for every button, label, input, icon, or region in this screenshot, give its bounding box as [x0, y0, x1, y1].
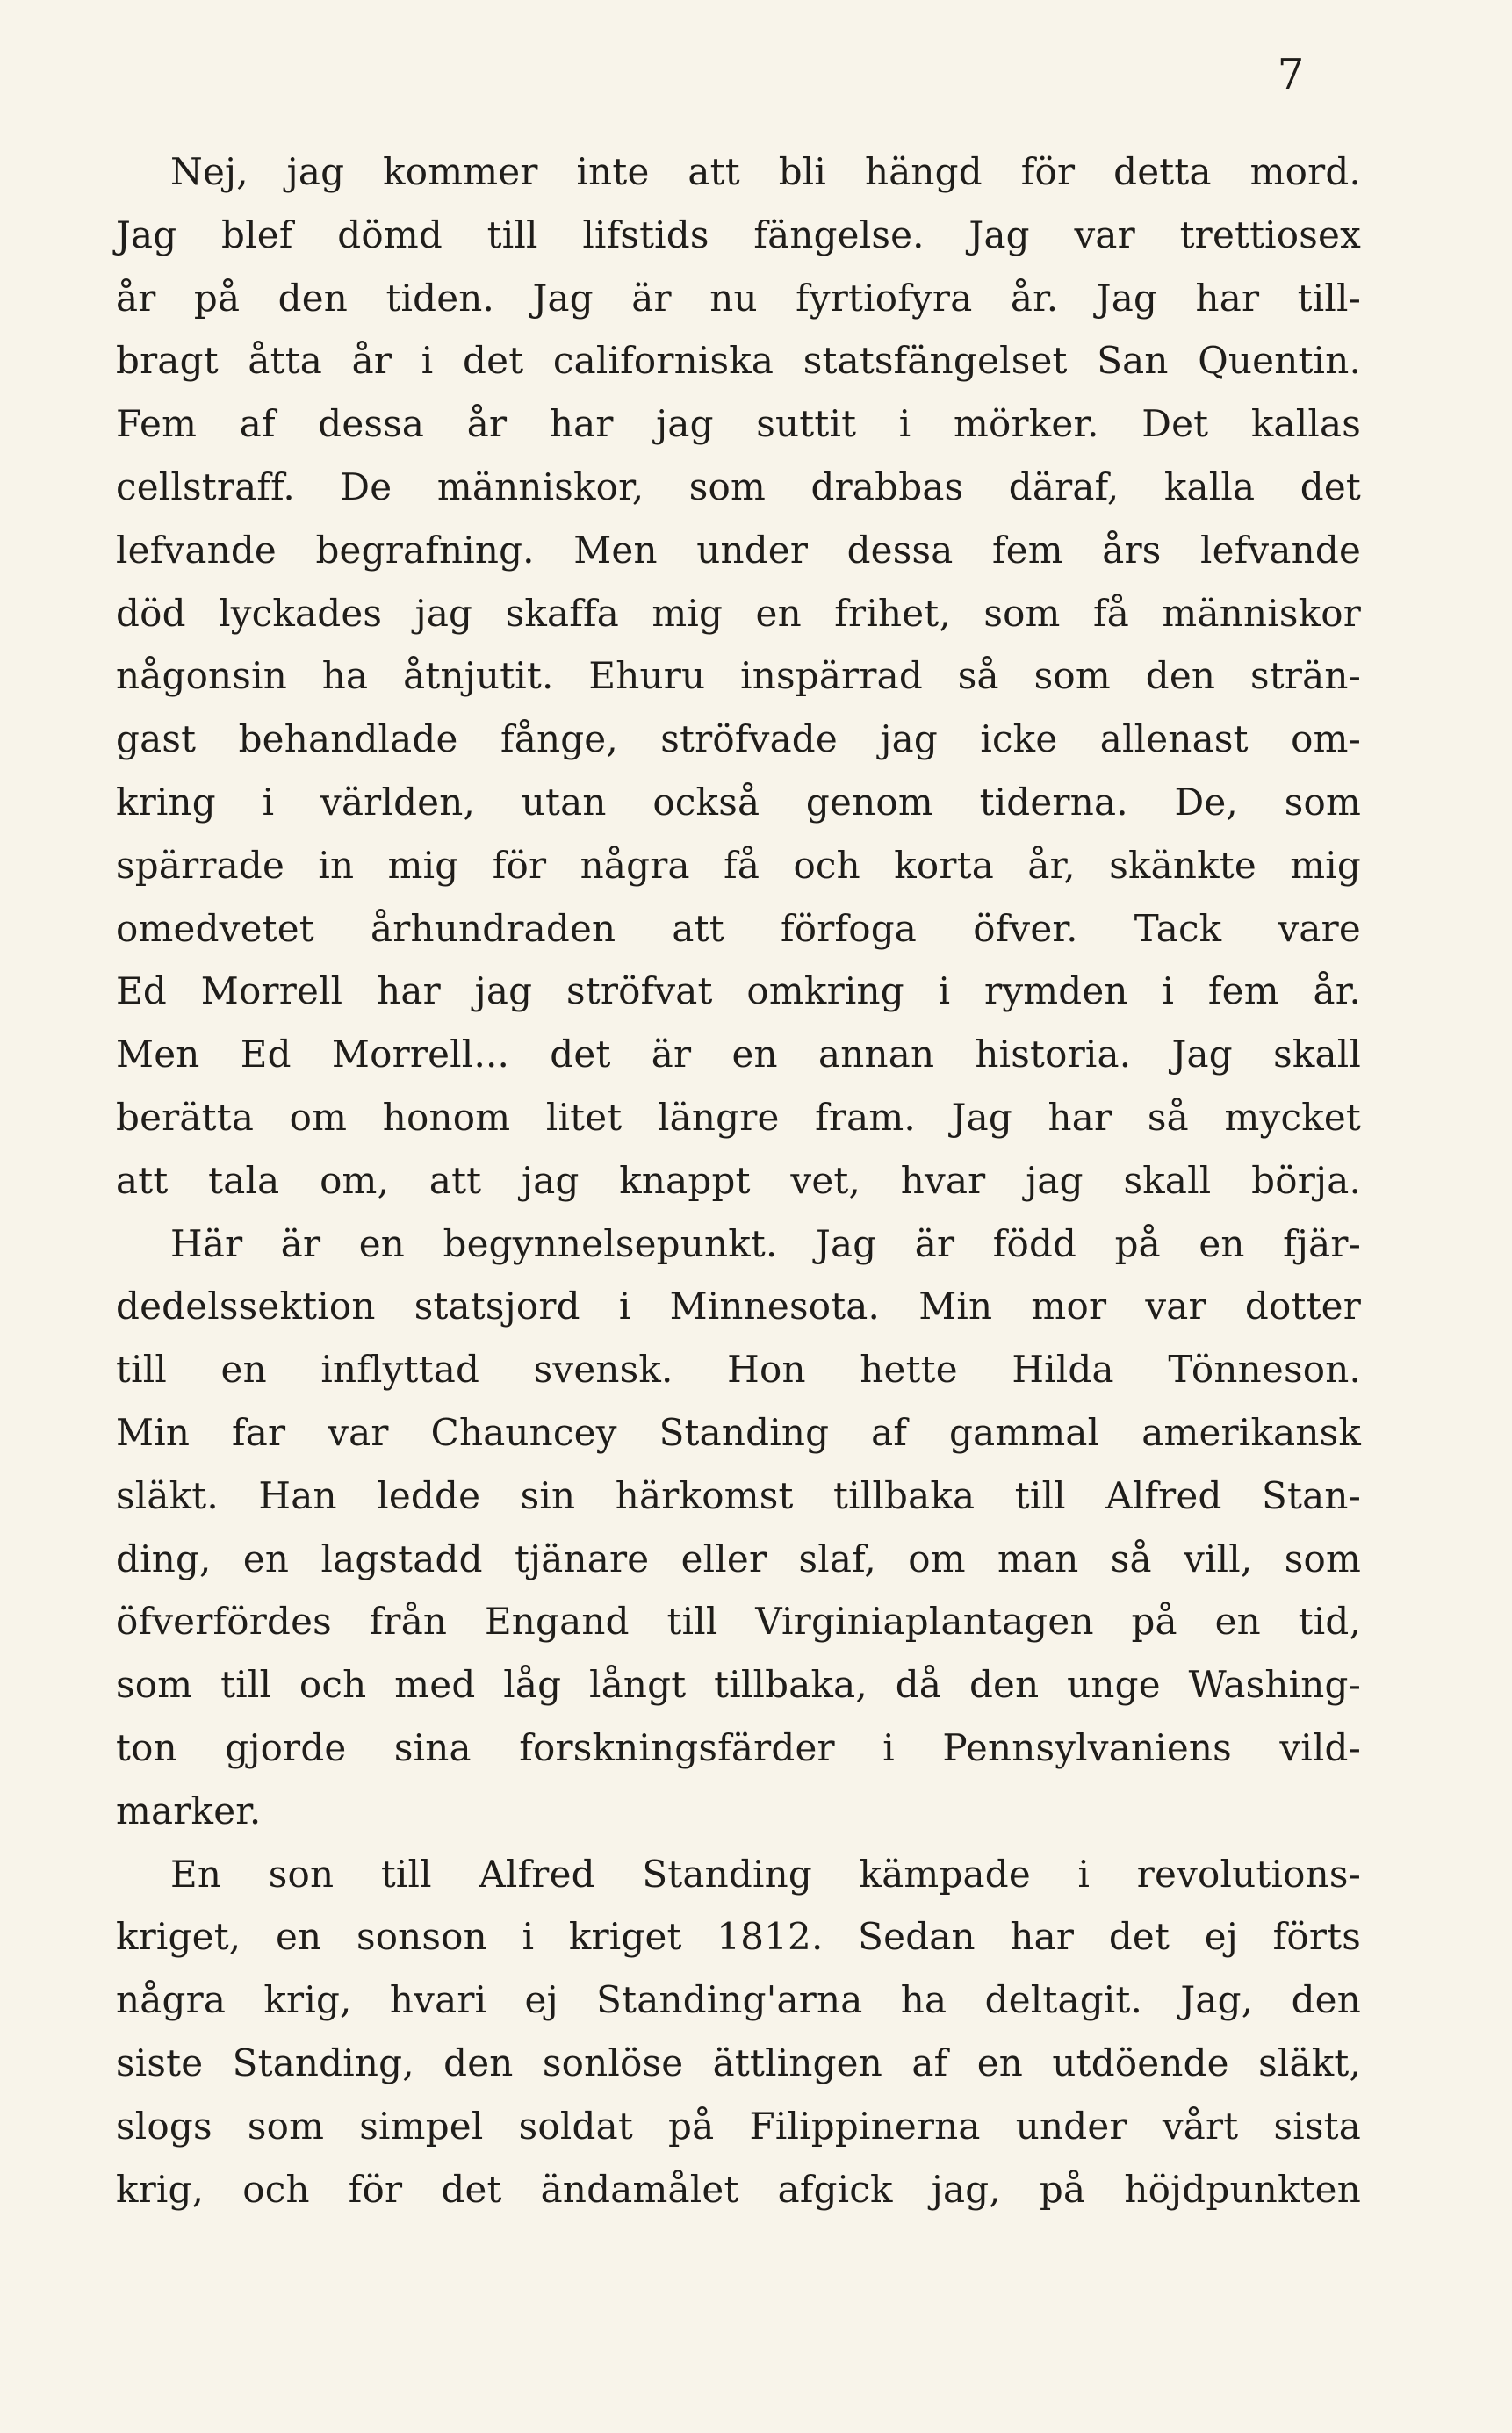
- body-text: [116, 140, 1361, 2221]
- text-line: släkt. Han ledde sin härkomst tillbaka till Alfred Stan-: [116, 1473, 1361, 1517]
- text-line: död lyckades jag skaffa mig en frihet, som få människor: [116, 591, 1361, 635]
- text-line: Jag blef dömd till lifstids fängelse. Jag var trettiosex: [116, 212, 1361, 256]
- text-line: omedvetet århundraden att förfoga öfver. Tack vare: [116, 906, 1361, 950]
- text-line: ding, en lagstadd tjänare eller slaf, om man så vill, som: [116, 1537, 1361, 1580]
- text-line: kring i världen, utan också genom tiderna. De, som: [116, 780, 1361, 824]
- text-line: till en inflyttad svensk. Hon hette Hilda Tönneson.: [116, 1348, 1361, 1392]
- text-line: siste Standing, den sonlöse ättlingen af en utdöende släkt,: [116, 2041, 1361, 2084]
- text-line: lefvande begrafning. Men under dessa fem års lefvande: [116, 528, 1361, 572]
- text-line: Men Ed Morrell... det är en annan historia. Jag skall: [116, 1033, 1361, 1076]
- text-line: bragt åtta år i det californiska statsfängelset San Quentin.: [116, 339, 1361, 383]
- text-line: kriget, en sonson i kriget 1812. Sedan har det ej förts: [116, 1915, 1361, 1959]
- text-line: Ed Morrell har jag ströfvat omkring i rymden i fem år.: [116, 969, 1361, 1013]
- text-line: några krig, hvari ej Standing'arna ha deltagit. Jag, den: [116, 1978, 1361, 2022]
- text-line: cellstraff. De människor, som drabbas däraf, kalla det: [116, 464, 1361, 508]
- text-line: ton gjorde sina forskningsfärder i Pennsylvaniens vild-: [116, 1725, 1361, 1769]
- text-line: berätta om honom litet längre fram. Jag har så mycket: [116, 1095, 1361, 1139]
- text-line: marker.: [116, 1789, 262, 1832]
- text-line: Här är en begynnelsepunkt. Jag är född på en fjär-: [170, 1221, 1361, 1265]
- text-line: dedelssektion statsjord i Minnesota. Min mor var dotter: [116, 1285, 1361, 1328]
- text-line: spärrade in mig för några få och korta år, skänkte mig: [116, 843, 1361, 887]
- text-line: att tala om, att jag knappt vet, hvar jag skall börja.: [116, 1158, 1361, 1202]
- page-number: 7: [1277, 50, 1305, 99]
- text-line: Nej, jag kommer inte att bli hängd för detta mord.: [170, 150, 1361, 193]
- text-line: Min far var Chauncey Standing af gammal amerikansk: [116, 1410, 1361, 1454]
- text-line: Fem af dessa år har jag suttit i mörker. Det kallas: [116, 402, 1361, 446]
- text-line: som till och med låg långt tillbaka, då den unge Washing-: [116, 1663, 1361, 1707]
- text-line: En son till Alfred Standing kämpade i revolutions-: [170, 1852, 1361, 1896]
- text-line: gast behandlade fånge, ströfvade jag icke allenast om-: [116, 717, 1361, 761]
- text-line: år på den tiden. Jag är nu fyrtiofyra år. Jag har till-: [116, 276, 1361, 320]
- text-line: slogs som simpel soldat på Filippinerna under vårt sista: [116, 2104, 1361, 2148]
- text-line: någonsin ha åtnjutit. Ehuru inspärrad så som den strän-: [116, 654, 1361, 698]
- text-line: krig, och för det ändamålet afgick jag, på höjdpunkten: [116, 2167, 1361, 2211]
- text-line: öfverfördes från Engand till Virginiaplantagen på en tid,: [116, 1600, 1361, 1644]
